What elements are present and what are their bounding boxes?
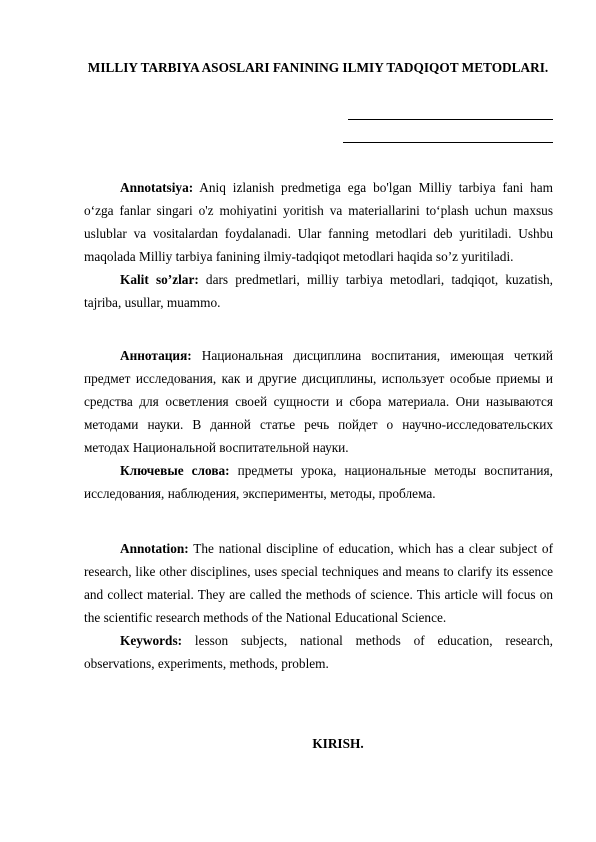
section-heading: KIRISH. bbox=[312, 736, 364, 751]
abstract-label: Annotatsiya: bbox=[120, 180, 194, 195]
article-title: MILLIY TARBIYA ASOSLARI FANINING ILMIY TADQIQOT METODLARI. bbox=[87, 60, 549, 75]
keywords-label: Kalit so’zlar: bbox=[120, 272, 199, 287]
abstract-text: The national discipline of education, which has a clear subject of research, like other disciplines, uses special techniques and means to clarify its essence and collect material. They are called the methods of science. This article will focus on the scientific research methods of the National Educational Science. bbox=[84, 541, 553, 625]
keywords-paragraph bbox=[84, 629, 553, 675]
abstract-text: Национальная дисциплина воспитания, имеющая четкий предмет исследования, как и другие дисциплины, использует особые приемы и средства для осветления своей сущности и сбора материала. Они называются методами науки. В данной статье речь пойдет о научно-исследовательских методах Национальной воспитательной науки. bbox=[84, 348, 553, 455]
abstract-block-russian bbox=[84, 344, 553, 505]
keywords-paragraph bbox=[84, 459, 553, 505]
abstract-label: Аннотация: bbox=[120, 348, 192, 363]
keywords-text: lesson subjects, national methods of education, research, observations, experiments, methods, problem. bbox=[84, 633, 553, 671]
abstract-paragraph bbox=[84, 344, 553, 459]
abstract-block-uzbek bbox=[84, 176, 553, 314]
keywords-label: Keywords: bbox=[120, 633, 183, 648]
abstract-paragraph bbox=[84, 176, 553, 268]
abstract-text: Aniq izlanish predmetiga ega bo'lgan Milliy tarbiya fani ham o‘zga fanlar singari o'z mohiyatini yoritish va materiallarini to‘plash uchun maxsus uslublar va vositalardan foydalanadi. Ular fanning metodlari deb yuritiladi. Ushbu maqolada Milliy tarbiya fanining ilmiy-tadqiqot metodlari haqida so’z yuritiladi. bbox=[84, 180, 553, 264]
abstract-block-english bbox=[84, 537, 553, 675]
author-line-1 bbox=[348, 119, 553, 120]
abstract-label: Annotation: bbox=[120, 541, 189, 556]
author-line-2 bbox=[343, 142, 553, 143]
keywords-text: предметы урока, национальные методы воспитания, исследования, наблюдения, эксперименты, методы, проблема. bbox=[84, 463, 553, 501]
keywords-paragraph bbox=[84, 268, 553, 314]
keywords-text: dars predmetlari, milliy tarbiya metodlari, tadqiqot, kuzatish, tajriba, usullar, muammo. bbox=[84, 272, 553, 310]
keywords-label: Ключевые слова: bbox=[120, 463, 230, 478]
abstract-paragraph bbox=[84, 537, 553, 629]
